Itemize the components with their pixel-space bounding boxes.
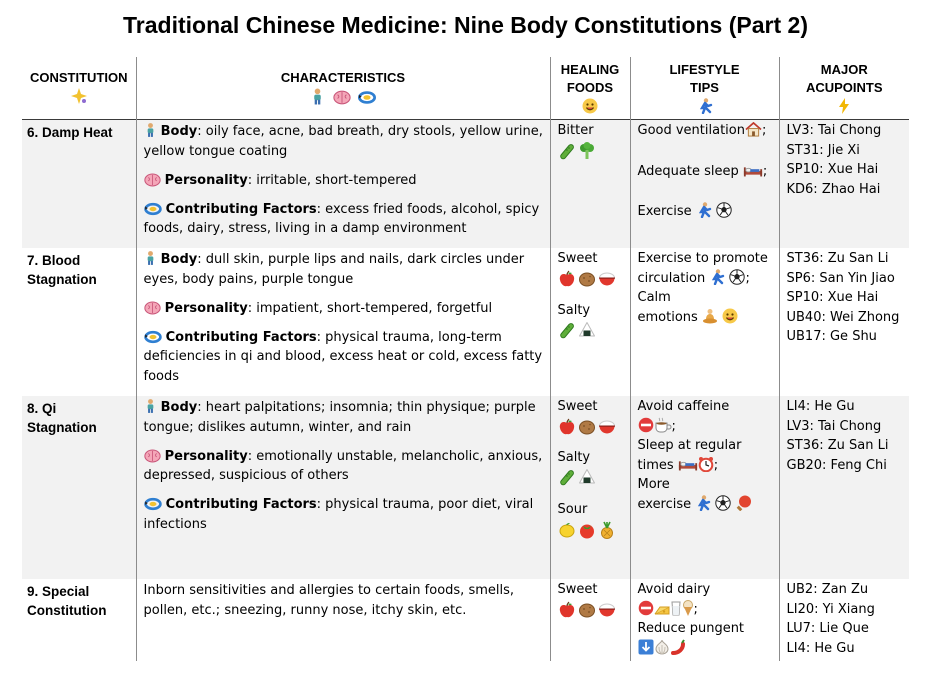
- header-row: [22, 57, 909, 120]
- ice-cream-icon: [682, 600, 694, 616]
- cucumber-icon: [558, 468, 576, 486]
- alarm-clock-icon: [698, 456, 714, 472]
- body-para: Body: heart palpitations; insomnia; thin physique; purple tongue; dislikes autumn, winter, and rain: [143, 400, 536, 435]
- table-row: [22, 396, 909, 579]
- personality-para: Personality: irritable, short-tempered: [144, 171, 544, 191]
- foods-cell: [550, 396, 630, 579]
- cycle-icon: [144, 202, 162, 216]
- foods-cell: [550, 579, 630, 661]
- person-icon: [144, 398, 157, 414]
- constitution-name: 6. Damp Heat: [22, 120, 136, 249]
- food-group: Bitter: [558, 121, 625, 161]
- constitution-name: 7. Blood Stagnation: [27, 253, 97, 287]
- no-entry-icon: [638, 417, 654, 433]
- constitutions-table: [22, 57, 909, 661]
- lightning-icon: [838, 98, 850, 114]
- foods-cell: [550, 248, 630, 396]
- cycle-icon: [144, 330, 162, 344]
- tips-cell: Avoid dairy ; Reduce pungent: [630, 579, 779, 661]
- soccer-ball-icon: [715, 495, 731, 511]
- header-lifestyle-tips: LIFESTYLE TIPS: [630, 57, 779, 120]
- sparkles-icon: [71, 88, 87, 104]
- down-arrow-icon: [638, 639, 654, 655]
- header-constitution: CONSTITUTION: [22, 57, 136, 120]
- plain-para: Inborn sensitivities and allergies to certain foods, smells, pollen, etc.; sneezing, runny nose, itchy skin, etc.: [143, 583, 515, 618]
- cucumber-icon: [558, 142, 576, 160]
- runner-icon: [695, 495, 711, 511]
- food-group: Sour: [558, 500, 625, 540]
- personality-para: Personality: impatient, short-tempered, forgetful: [144, 299, 544, 319]
- constitution-name: 8. Qi Stagnation: [22, 396, 136, 579]
- potato-icon: [578, 270, 596, 288]
- cycle-icon: [144, 497, 162, 511]
- apple-icon: [558, 418, 576, 436]
- pineapple-icon: [598, 521, 616, 539]
- characteristics-cell: [136, 120, 550, 249]
- garlic-icon: [654, 639, 670, 655]
- runner-icon: [696, 202, 712, 218]
- apple-icon: [558, 270, 576, 288]
- rice-bowl-icon: [598, 601, 616, 619]
- brain-icon: [333, 90, 351, 105]
- characteristics-cell: [136, 396, 550, 579]
- rice-bowl-icon: [598, 270, 616, 288]
- table-row: [22, 248, 909, 396]
- constitution-name: 9. Special Constitution: [27, 584, 107, 618]
- personality-para: Personality: emotionally unstable, melancholic, anxious, depressed, suspicious of others: [143, 448, 543, 483]
- bed-icon: [743, 164, 763, 178]
- smile-icon: [722, 308, 738, 324]
- meditation-icon: [702, 308, 718, 324]
- table-row: [22, 120, 909, 249]
- smile-icon: [582, 98, 598, 114]
- tips-cell: Exercise to promote circulation ; Calm emotions: [630, 248, 779, 396]
- contributing-para: Contributing Factors: excess fried foods, alcohol, spicy foods, dairy, stress, living in a damp environment: [143, 201, 540, 236]
- potato-icon: [578, 601, 596, 619]
- soccer-ball-icon: [716, 202, 732, 218]
- milk-glass-icon: [670, 600, 682, 616]
- no-entry-icon: [638, 600, 654, 616]
- brain-icon: [144, 173, 161, 187]
- potato-icon: [578, 418, 596, 436]
- body-para: Body: dull skin, purple lips and nails, dark circles under eyes, body pains, purple tongue: [143, 252, 525, 287]
- acupoints-cell: UB2: Zan Zu LI20: Yi Xiang LU7: Lie Que LI4: He Gu: [779, 579, 909, 661]
- lemon-icon: [558, 521, 576, 539]
- house-icon: [745, 122, 762, 137]
- food-group: Sweet: [558, 397, 625, 437]
- header-major-acupoints: MAJOR ACUPOINTS: [779, 57, 909, 120]
- chili-icon: [670, 639, 686, 655]
- tips-cell: Avoid caffeine ; Sleep at regular times ; More exercise: [630, 396, 779, 579]
- apple-icon: [558, 601, 576, 619]
- characteristics-cell: [136, 248, 550, 396]
- food-group: Salty: [558, 301, 625, 341]
- table-row: [22, 579, 909, 661]
- food-group: Sweet: [558, 580, 625, 620]
- food-group: Sweet: [558, 249, 625, 289]
- person-icon: [144, 122, 157, 138]
- contributing-para: Contributing Factors: physical trauma, poor diet, viral infections: [143, 497, 534, 532]
- food-group: Salty: [558, 448, 625, 488]
- header-characteristics: CHARACTERISTICS: [136, 57, 550, 120]
- acupoints-cell: ST36: Zu San Li SP6: San Yin Jiao SP10: Xue Hai UB40: Wei Zhong UB17: Ge Shu: [779, 248, 909, 396]
- cucumber-icon: [558, 321, 576, 339]
- rice-bowl-icon: [598, 418, 616, 436]
- onigiri-icon: [578, 468, 596, 486]
- cheese-icon: [654, 602, 670, 616]
- tips-cell: Good ventilation ; Adequate sleep ; Exercise: [630, 120, 779, 249]
- acupoints-cell: LI4: He Gu LV3: Tai Chong ST36: Zu San Li GB20: Feng Chi: [779, 396, 909, 579]
- runner-icon: [697, 98, 713, 114]
- header-healing-foods: HEALING FOODS: [550, 57, 630, 120]
- foods-cell: [550, 120, 630, 249]
- bed-icon: [678, 458, 698, 472]
- brain-icon: [144, 449, 161, 463]
- contributing-para: Contributing Factors: physical trauma, long-term deficiencies in qi and blood, excess heat or cold, excess fatty foods: [143, 329, 543, 384]
- broccoli-icon: [578, 142, 596, 160]
- brain-icon: [144, 301, 161, 315]
- tomato-icon: [578, 521, 596, 539]
- runner-icon: [709, 269, 725, 285]
- person-icon: [144, 250, 157, 266]
- body-para: Body: oily face, acne, bad breath, dry stools, yellow urine, yellow tongue coating: [143, 124, 543, 159]
- coffee-icon: [654, 417, 672, 433]
- acupoints-cell: LV3: Tai Chong ST31: Jie Xi SP10: Xue Hai KD6: Zhao Hai: [779, 120, 909, 249]
- ping-pong-icon: [736, 495, 752, 511]
- soccer-ball-icon: [729, 269, 745, 285]
- characteristics-cell: [136, 579, 550, 661]
- onigiri-icon: [578, 321, 596, 339]
- person-icon: [310, 88, 325, 105]
- cycle-icon: [358, 90, 376, 105]
- page-title: Traditional Chinese Medicine: Nine Body Constitutions (Part 2): [123, 12, 808, 38]
